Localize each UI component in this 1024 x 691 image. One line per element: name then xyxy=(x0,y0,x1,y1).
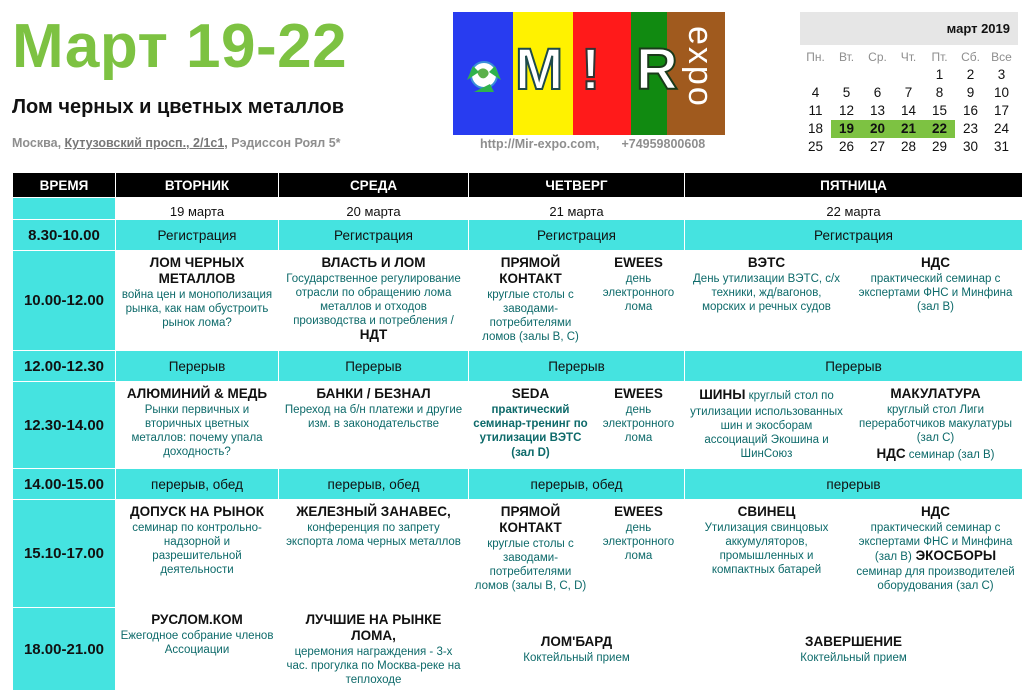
dates-row-spacer xyxy=(13,198,116,220)
session-desc: круглый стол Лиги переработчиков макулатуры (зал C) xyxy=(859,404,1012,444)
session-thu-3a xyxy=(469,500,593,608)
break-friday: Перерыв xyxy=(685,351,1023,382)
session-desc xyxy=(853,521,1018,564)
calendar-day[interactable]: 15 xyxy=(931,103,948,118)
calendar-day[interactable]: 4 xyxy=(811,85,820,100)
session-desc-text: Государственное регулирование отрасли по обращению лома металлов и отходов производства и потребления / xyxy=(286,273,461,327)
session-desc: Переход на б/н платежи и другие изм. в законодательстве xyxy=(284,404,463,430)
calendar-day[interactable]: 26 xyxy=(838,139,855,154)
event-subtitle: Лом черных и цветных металлов xyxy=(12,96,345,118)
session-tue-1 xyxy=(116,251,279,351)
session-desc: круглые столы с заводами-потребителями ломов (залы B, C) xyxy=(482,289,579,343)
session-title: EWEES xyxy=(614,255,663,270)
recycle-globe-icon xyxy=(457,48,511,102)
logo-expo-text: expo xyxy=(681,26,719,108)
logo-letter-r: R xyxy=(636,37,678,102)
calendar-weekday: Вт. xyxy=(838,50,855,64)
address-city: Москва, xyxy=(12,136,65,150)
venue-address xyxy=(12,136,341,150)
calendar-day[interactable]: 8 xyxy=(935,85,944,100)
session-thu-1b xyxy=(593,251,685,351)
break-wednesday: Перерыв xyxy=(279,351,469,382)
lunch-tuesday: перерыв, обед xyxy=(116,469,279,500)
mir-expo-logo xyxy=(453,12,725,135)
date-wednesday: 20 марта xyxy=(279,198,469,220)
header-wednesday: СРЕДА xyxy=(279,173,469,198)
event-dates-title: Март 19-22 xyxy=(12,12,348,81)
registration-row xyxy=(13,220,1023,251)
session-title: EWEES xyxy=(614,386,663,401)
address-venue: Рэдиссон Роял 5* xyxy=(227,136,341,150)
lunch-friday: перерыв xyxy=(685,469,1023,500)
calendar-day[interactable]: 6 xyxy=(873,85,882,100)
session-desc: практический семинар с экспертами ФНС и Минфина (зал B) xyxy=(858,273,1013,313)
session-desc-inline: круглый стол по xyxy=(745,390,834,402)
session-desc-text: практический семинар с экспертами ФНС и Минфина (зал B) xyxy=(858,522,1013,563)
slot-row-2 xyxy=(13,382,1023,469)
session-desc: Коктейльный прием xyxy=(800,652,907,664)
session-desc: конференция по запрету экспорта лома черных металлов xyxy=(286,522,461,548)
calendar-day[interactable]: 17 xyxy=(993,103,1010,118)
time-registration: 8.30-10.00 xyxy=(13,220,116,251)
session-title: ЗАВЕРШЕНИЕ xyxy=(805,634,902,649)
session-fri-2a xyxy=(685,382,849,469)
session-title: ЖЕЛЕЗНЫЙ ЗАНАВЕС, xyxy=(296,504,451,519)
session-thu-1a xyxy=(469,251,593,351)
session-tue-4 xyxy=(116,608,279,691)
break-row-1 xyxy=(13,351,1023,382)
session-fri-2b xyxy=(849,382,1023,469)
session-desc: Утилизация свинцовых аккумуляторов, промышленных и компактных батарей xyxy=(704,522,829,576)
calendar-weekday: Сб. xyxy=(961,50,980,64)
header-time: ВРЕМЯ xyxy=(13,173,116,198)
calendar-day[interactable]: 28 xyxy=(900,139,917,154)
session-desc: круглые столы с заводами-потребителями ломов (залы B, C, D) xyxy=(474,538,587,592)
phone-number: +74959800608 xyxy=(621,137,706,151)
calendar-weekday: Ср. xyxy=(868,50,887,64)
calendar-day[interactable]: 27 xyxy=(869,139,886,154)
calendar-day[interactable]: 21 xyxy=(893,120,924,138)
registration-thursday: Регистрация xyxy=(469,220,685,251)
calendar-day[interactable]: 29 xyxy=(931,139,948,154)
session-desc: день электронного лома xyxy=(602,273,675,313)
calendar-weekday: Чт. xyxy=(900,50,917,64)
slot-row-3 xyxy=(13,500,1023,608)
session-desc: война цен и монополизация рынка, как нам обустроить рынок лома? xyxy=(121,289,273,329)
session-desc: утилизации использованных шин и экосборам ассоциаций Экошина и ШинСоюз xyxy=(690,406,843,460)
session-title: РУСЛОМ.КОМ xyxy=(151,612,243,627)
calendar-day[interactable]: 9 xyxy=(966,85,975,100)
lunch-thursday: перерыв, обед xyxy=(469,469,685,500)
session-thu-2b xyxy=(593,382,685,469)
session-tue-2 xyxy=(116,382,279,469)
break-thursday: Перерыв xyxy=(469,351,685,382)
time-slot-3: 15.10-17.00 xyxy=(13,500,116,608)
calendar-day[interactable]: 10 xyxy=(993,85,1010,100)
session-wed-3 xyxy=(279,500,469,608)
session-desc: Рынки первичных и вторичных цветных металлов: почему упала доходность? xyxy=(131,404,263,458)
header-friday: ПЯТНИЦА xyxy=(685,173,1023,198)
header-tuesday: ВТОРНИК xyxy=(116,173,279,198)
session-title: НДС xyxy=(920,504,951,519)
mini-calendar xyxy=(800,12,1018,156)
session-desc: семинар по контрольно-надзорной и разрешительной деятельности xyxy=(132,522,262,576)
calendar-empty-cell xyxy=(831,66,862,84)
session-wed-2 xyxy=(279,382,469,469)
calendar-day[interactable]: 3 xyxy=(997,67,1006,82)
session-desc: Ежегодное собрание членов Ассоциации xyxy=(120,630,274,656)
session-thu-3b xyxy=(593,500,685,608)
session-title-2: ЭКОСБОРЫ xyxy=(911,548,997,563)
session-thu-4 xyxy=(469,608,685,691)
calendar-grid xyxy=(800,48,1018,156)
date-thursday: 21 марта xyxy=(469,198,685,220)
header-thursday: ЧЕТВЕРГ xyxy=(469,173,685,198)
dates-row xyxy=(13,198,1023,220)
calendar-day[interactable]: 24 xyxy=(993,121,1010,136)
calendar-day[interactable]: 16 xyxy=(962,103,979,118)
calendar-day[interactable]: 23 xyxy=(962,121,979,136)
session-title: ЛУЧШИЕ НА РЫНКЕ ЛОМА, xyxy=(305,612,442,643)
calendar-day[interactable]: 5 xyxy=(842,85,851,100)
schedule-table xyxy=(12,172,1023,691)
session-desc: день электронного лома xyxy=(602,404,675,444)
calendar-day[interactable]: 14 xyxy=(900,103,917,118)
time-slot-4: 18.00-21.00 xyxy=(13,608,116,691)
calendar-month-label: март 2019 xyxy=(800,12,1018,45)
calendar-empty-cell xyxy=(862,66,893,84)
time-break-1: 12.00-12.30 xyxy=(13,351,116,382)
date-friday: 22 марта xyxy=(685,198,1023,220)
session-title: АЛЮМИНИЙ & МЕДЬ xyxy=(126,386,268,401)
session-desc-2: семинар (зал B) xyxy=(905,449,995,461)
break-row-2 xyxy=(13,469,1023,500)
calendar-weekday: Пн. xyxy=(806,50,825,64)
session-title: ВЭТС xyxy=(747,255,786,270)
calendar-day[interactable]: 30 xyxy=(962,139,979,154)
session-desc: день электронного лома xyxy=(602,522,675,562)
session-desc: церемония награждения - 3-х час. прогулка по Москва-реке на теплоходе xyxy=(286,646,461,686)
session-title: БАНКИ / БЕЗНАЛ xyxy=(316,386,431,401)
registration-friday: Регистрация xyxy=(685,220,1023,251)
session-title: НДС xyxy=(920,255,951,270)
schedule-header-row xyxy=(13,173,1023,198)
session-room: (зал D) xyxy=(511,447,550,459)
session-desc: Коктейльный прием xyxy=(523,652,630,664)
session-title: ЛОМ'БАРД xyxy=(540,634,613,649)
session-title: ШИНЫ xyxy=(699,387,746,402)
website-link[interactable]: http://Mir-expo.com, xyxy=(480,137,600,151)
session-title: ЛОМ ЧЕРНЫХ МЕТАЛЛОВ xyxy=(149,255,245,286)
session-title-line xyxy=(689,386,844,404)
session-title: ПРЯМОЙ КОНТАКТ xyxy=(499,255,562,286)
calendar-day[interactable]: 18 xyxy=(807,121,824,136)
session-fri-1b xyxy=(849,251,1023,351)
calendar-day[interactable]: 12 xyxy=(838,103,855,118)
session-title: SEDA xyxy=(511,386,550,401)
session-title-2: НДС xyxy=(876,446,906,461)
session-wed-1 xyxy=(279,251,469,351)
session-desc: День утилизации ВЭТС, с/х техники, жд/вагонов, морских и речных судов xyxy=(693,273,840,313)
lunch-wednesday: перерыв, обед xyxy=(279,469,469,500)
calendar-day[interactable]: 25 xyxy=(807,139,824,154)
calendar-empty-cell xyxy=(800,66,831,84)
calendar-day[interactable]: 2 xyxy=(966,67,975,82)
session-fri-3a xyxy=(685,500,849,608)
session-tue-3 xyxy=(116,500,279,608)
session-fri-4 xyxy=(685,608,1023,691)
break-tuesday: Перерыв xyxy=(116,351,279,382)
time-break-2: 14.00-15.00 xyxy=(13,469,116,500)
contacts xyxy=(480,137,705,151)
registration-tuesday: Регистрация xyxy=(116,220,279,251)
session-title: ПРЯМОЙ КОНТАКТ xyxy=(499,504,562,535)
session-tag: НДТ xyxy=(359,327,388,342)
calendar-empty-cell xyxy=(893,66,924,84)
calendar-day[interactable]: 11 xyxy=(808,103,823,118)
session-title: МАКУЛАТУРА xyxy=(890,386,981,401)
session-title: ДОПУСК НА РЫНОК xyxy=(130,504,264,519)
calendar-weekday: Пт. xyxy=(931,50,948,64)
calendar-weekday: Все xyxy=(991,50,1012,64)
session-fri-1a xyxy=(685,251,849,351)
session-wed-4 xyxy=(279,608,469,691)
slot-row-4 xyxy=(13,608,1023,691)
calendar-day[interactable]: 20 xyxy=(862,120,893,138)
calendar-day[interactable]: 7 xyxy=(904,85,913,100)
slot-row-1 xyxy=(13,251,1023,351)
calendar-day[interactable]: 31 xyxy=(993,139,1010,154)
registration-wednesday: Регистрация xyxy=(279,220,469,251)
session-desc xyxy=(283,272,464,343)
time-slot-2: 12.30-14.00 xyxy=(13,382,116,469)
session-title: EWEES xyxy=(614,504,663,519)
calendar-day[interactable]: 1 xyxy=(935,67,944,82)
logo-exclamation: ! xyxy=(581,37,601,102)
date-tuesday: 19 марта xyxy=(116,198,279,220)
session-fri-3b xyxy=(849,500,1023,608)
address-street-link[interactable]: Кутузовский просп., 2/1с1, xyxy=(64,136,228,150)
calendar-day[interactable]: 22 xyxy=(924,120,955,138)
logo-letter-m: M xyxy=(515,37,564,102)
session-title: СВИНЕЦ xyxy=(737,504,796,519)
session-extra xyxy=(853,445,1018,463)
time-slot-1: 10.00-12.00 xyxy=(13,251,116,351)
session-desc: практический семинар-тренинг по утилизации ВЭТС xyxy=(473,404,588,444)
session-desc-2: семинар для производителей оборудования (зал C) xyxy=(856,566,1015,592)
session-thu-2a xyxy=(469,382,593,469)
calendar-day[interactable]: 19 xyxy=(831,120,862,138)
calendar-day[interactable]: 13 xyxy=(869,103,886,118)
session-title: ВЛАСТЬ И ЛОМ xyxy=(321,255,426,270)
